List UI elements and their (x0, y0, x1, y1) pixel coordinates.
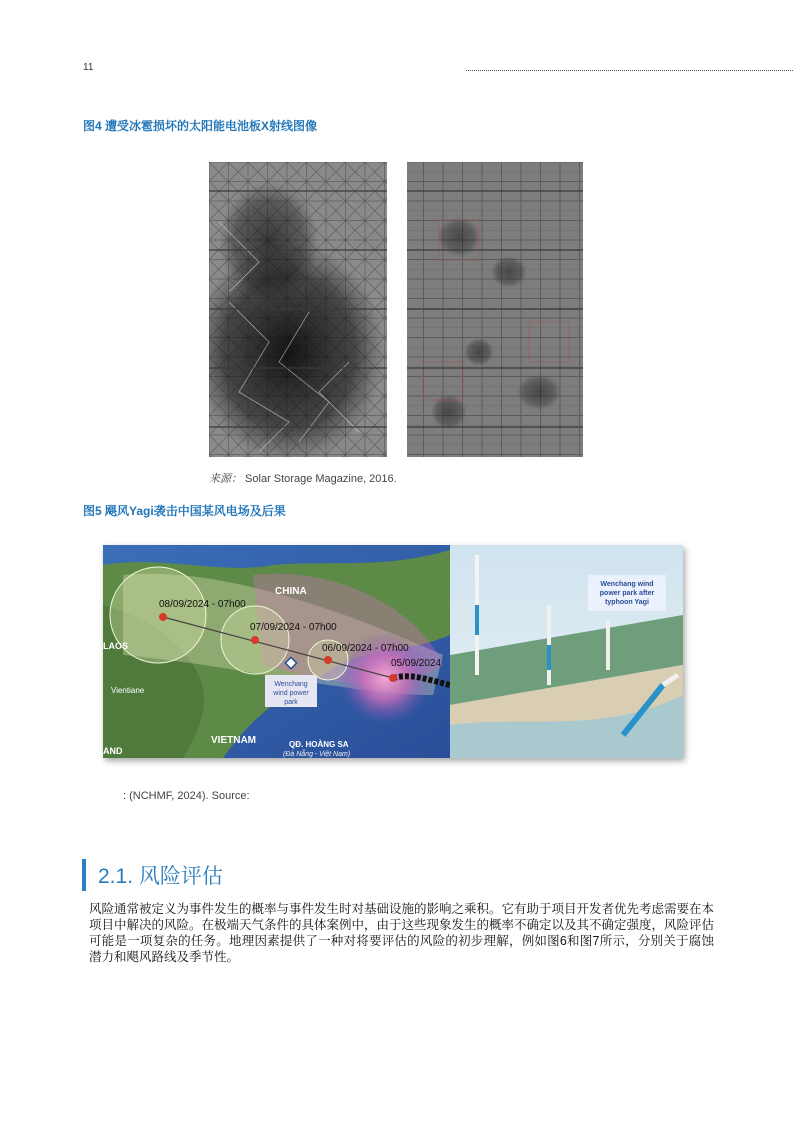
park-label-line3: park (284, 699, 298, 706)
figure4-source-text: Solar Storage Magazine, 2016. (242, 473, 397, 485)
map-label-vietnam: VIETNAM (211, 735, 256, 746)
figure4-title: 图4 遭受冰雹损坏的太阳能电池板X射线图像 (83, 119, 318, 133)
typhoon-composite-graphic (103, 545, 683, 758)
section-body-paragraph: 风险通常被定义为事件发生的概率与事件发生时对基础设施的影响之乘积。它有助于项目开发者优先考虑需要在本项目中解决的风险。在极端天气条件的具体案例中，由于这些现象发生的概率不确定以及其不确定强度，风险评估可能是一项复杂的任务。地理因素提供了一种对将要评估的风险的初步理解，例如图6和图7所示，分别关于腐蚀潜力和飓风路线及季节性。 (89, 902, 715, 964)
figure4-source-prefix: 来源： (209, 473, 242, 485)
map-label-hoang-sa-sub: (Đà Nẵng - Việt Nam) (283, 751, 351, 758)
xray-panels-graphic (209, 162, 583, 457)
map-label-thailand-partial: AND (103, 746, 123, 756)
figure5-image (103, 545, 683, 758)
map-label-laos: LAOS (103, 641, 129, 651)
photo-caption-line2: power park after (599, 590, 655, 597)
figure5-source: : (NCHMF, 2024). Source: (123, 790, 250, 802)
page-number: 11 (83, 62, 94, 73)
map-label-china: CHINA (275, 586, 307, 597)
map-label-vientiane: Vientiane (111, 686, 145, 695)
section-accent-bar (82, 859, 86, 891)
map-label-hoang-sa: QĐ. HOÀNG SA (289, 740, 349, 749)
track-label-0509: 05/09/2024 (391, 658, 442, 669)
header-dotted-rule (466, 70, 793, 71)
park-label-line1: Wenchang (274, 681, 308, 688)
figure4-source (209, 470, 397, 486)
figure4-xray-image (209, 162, 583, 457)
park-label-line2: wind power (273, 690, 309, 697)
photo-caption-line3: typhoon Yagi (605, 599, 649, 606)
figure5-title: 图5 飓风Yagi袭击中国某风电场及后果 (83, 504, 286, 518)
track-label-0609: 06/09/2024 - 07h00 (322, 643, 409, 654)
photo-caption-line1: Wenchang wind (600, 581, 654, 588)
track-label-0709: 07/09/2024 - 07h00 (250, 622, 337, 633)
section-title: 2.1. 风险评估 (98, 865, 223, 888)
track-label-0809: 08/09/2024 - 07h00 (159, 599, 246, 610)
